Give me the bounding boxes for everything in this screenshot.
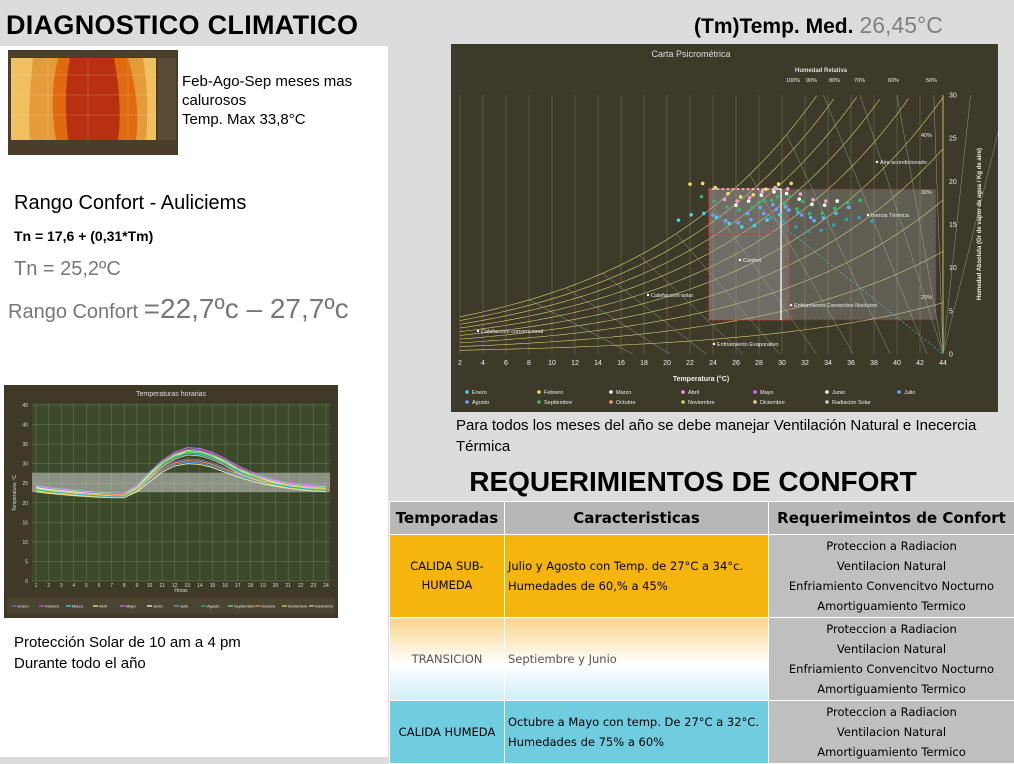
psychro-ylabel: Humedad Absoluta (Gr de vapor de agua / Kg de aire) (977, 148, 983, 300)
x-tick-label: 4 (72, 583, 75, 589)
month-data-point (797, 197, 801, 201)
x-tick-label: 20 (273, 583, 279, 589)
month-data-point (808, 212, 812, 216)
legend-label: Noviembre (688, 400, 715, 406)
monthly-temperature-heatmap (8, 50, 178, 155)
month-data-point (835, 199, 839, 203)
zone-label: Inercia Térmica (871, 213, 910, 219)
char-line: Septiembre y Junio (508, 649, 767, 669)
requirements-cell (769, 618, 1014, 701)
req-line: Proteccion a Radiacion (770, 619, 1013, 639)
table-header-row (390, 502, 1014, 535)
month-data-point (725, 205, 729, 209)
month-data-point (857, 216, 861, 220)
table-row (390, 701, 1014, 764)
char-line: Humedades de 75% a 60% (508, 732, 767, 752)
comfort-range-value: =22,7ºc – 27,7ºc (144, 293, 349, 324)
x-tick-label: 21 (285, 583, 291, 589)
x-tick-label: 6 (98, 583, 101, 589)
month-data-point (833, 207, 837, 211)
month-data-point (783, 201, 787, 205)
month-data-point (702, 212, 706, 216)
month-data-point (739, 195, 743, 199)
hourly-ylabel: Temperatura, ºC (12, 474, 18, 511)
x-tick-label: 14 (594, 360, 602, 367)
legend-label: Abril (99, 604, 107, 609)
x-tick-label: 24 (323, 583, 329, 589)
x-tick-label: 6 (504, 360, 508, 367)
hourly-xlabel: Horas (174, 588, 188, 594)
header-caracteristicas: Caracteristicas (505, 502, 769, 535)
mean-temperature (694, 12, 943, 39)
psychro-xlabel: Temperatura (°C) (673, 375, 729, 383)
month-data-point (735, 199, 739, 203)
char-line: Julio y Agosto con Temp. de 27°C a 34°c. (508, 556, 767, 576)
hourly-temperature-chart (4, 385, 338, 618)
month-data-point (809, 216, 813, 220)
month-data-point (750, 205, 754, 209)
month-data-point (846, 201, 850, 205)
x-tick-label: 28 (755, 360, 763, 367)
y-tick-label: 45 (22, 403, 28, 409)
legend-label: Septiembre (234, 604, 255, 609)
month-data-point (753, 224, 757, 228)
legend-label: Agosto (472, 400, 489, 406)
month-data-point (819, 228, 823, 232)
x-tick-label: 44 (939, 360, 947, 367)
month-data-point (794, 225, 798, 229)
y-tick-label: 0 (949, 352, 953, 359)
requirements-cell (769, 535, 1014, 618)
month-data-point (761, 190, 765, 194)
table-row (390, 618, 1014, 701)
rh-label: 50% (926, 78, 937, 84)
req-line: Amortiguamiento Termico (770, 742, 1013, 762)
month-data-point (774, 208, 778, 212)
solar-note-line1: Protección Solar de 10 am a 4 pm (14, 632, 241, 653)
month-data-point (781, 219, 785, 223)
legend-label: Octubre (616, 400, 636, 406)
month-data-point (796, 211, 800, 215)
x-tick-label: 18 (248, 583, 254, 589)
month-data-point (784, 205, 788, 209)
legend-swatch (825, 390, 829, 394)
x-tick-label: 13 (185, 583, 191, 589)
psychro-note: Para todos los meses del año se debe manejar Ventilación Natural e Inecercia Térmica (456, 415, 996, 457)
zone-label: Enfriamiento Evaporativo (717, 342, 778, 348)
y-tick-label: 15 (22, 520, 28, 526)
rh-label: 40% (921, 133, 932, 139)
legend-label: Mayo (126, 604, 137, 609)
month-data-point (870, 219, 874, 223)
req-line: Amortiguamiento Termico (770, 596, 1013, 616)
legend-swatch (609, 390, 613, 394)
rh-label: 100% (786, 78, 800, 84)
month-data-point (772, 190, 776, 194)
month-data-point (845, 218, 849, 222)
req-line: Ventilacion Natural (770, 556, 1013, 576)
month-data-point (738, 208, 742, 212)
legend-swatch (681, 400, 685, 404)
zone-label: Calefacción convencional (481, 329, 543, 335)
req-line: Proteccion a Radiacion (770, 702, 1013, 722)
x-tick-label: 15 (210, 583, 216, 589)
mean-temp-value: 26,45°C (859, 12, 942, 38)
psychrometric-chart (451, 44, 998, 412)
x-tick-label: 22 (298, 583, 304, 589)
y-tick-label: 30 (949, 93, 957, 100)
x-tick-label: 10 (147, 583, 153, 589)
x-tick-label: 16 (222, 583, 228, 589)
rh-label: 20% (921, 295, 932, 301)
month-data-point (748, 196, 752, 200)
zone-label: Calefacción solar (651, 293, 693, 299)
y-tick-label: 5 (949, 308, 953, 315)
header-requerimientos: Requerimeintos de Confort (769, 502, 1014, 535)
month-data-point (824, 199, 828, 203)
month-data-point (834, 212, 838, 216)
y-tick-label: 20 (22, 501, 28, 507)
legend-label: Junio (832, 390, 845, 396)
month-data-point (734, 203, 738, 207)
req-line: Amortiguamiento Termico (770, 679, 1013, 699)
x-tick-label: 3 (60, 583, 63, 589)
month-data-point (786, 187, 790, 191)
neutral-temp-value: Tn = 25,2ºC (14, 258, 121, 281)
req-line: Ventilacion Natural (770, 639, 1013, 659)
x-tick-label: 2 (458, 360, 462, 367)
month-data-point (711, 213, 715, 217)
table-row (390, 535, 1014, 618)
month-data-point (714, 186, 718, 190)
x-tick-label: 10 (548, 360, 556, 367)
month-data-point (724, 219, 728, 223)
month-data-point (847, 206, 851, 210)
legend-label: Agosto (207, 604, 220, 609)
month-data-point (762, 212, 766, 216)
req-line: Enfriamiento Convencitvo Nocturno (770, 576, 1013, 596)
y-tick-label: 25 (949, 136, 957, 143)
month-data-point (807, 229, 811, 233)
comfort-range (8, 293, 349, 325)
x-tick-label: 4 (481, 360, 485, 367)
x-tick-label: 36 (847, 360, 855, 367)
x-tick-label: 16 (617, 360, 625, 367)
y-tick-label: 40 (22, 423, 28, 429)
legend-label: Febrero (45, 604, 60, 609)
req-line: Ventilacion Natural (770, 722, 1013, 742)
legend-swatch (753, 390, 757, 394)
y-tick-label: 10 (949, 265, 957, 272)
month-data-point (795, 207, 799, 211)
x-tick-label: 22 (686, 360, 694, 367)
legend-label: Mayo (760, 390, 773, 396)
x-tick-label: 42 (916, 360, 924, 367)
x-tick-label: 38 (870, 360, 878, 367)
month-data-point (822, 216, 826, 220)
zone-label: Aire acondicionado (880, 160, 927, 166)
rh-label: 60% (888, 78, 899, 84)
zone-label: Confort (743, 258, 762, 264)
y-tick-label: 30 (22, 462, 28, 468)
month-data-point (777, 182, 781, 186)
characteristics-cell (505, 618, 769, 701)
month-data-point (758, 206, 762, 210)
header-temporadas: Temporadas (390, 502, 505, 535)
x-tick-label: 7 (110, 583, 113, 589)
heatmap-tmax: Temp. Max 33,8°C (182, 110, 382, 129)
legend-label: Julio (904, 390, 915, 396)
month-data-point (760, 193, 764, 197)
month-data-point (749, 218, 753, 222)
legend-label: Julio (180, 604, 189, 609)
y-tick-label: 5 (25, 559, 28, 565)
x-tick-label: 40 (893, 360, 901, 367)
legend-swatch (465, 390, 469, 394)
month-data-point (799, 192, 803, 196)
legend-label: Radiación Solar (832, 400, 871, 406)
x-tick-label: 14 (197, 583, 203, 589)
legend-label: Noviembre (288, 604, 308, 609)
rh-label: 30% (921, 190, 932, 196)
x-tick-label: 17 (235, 583, 241, 589)
season-cell: CALIDA SUB-HUMEDA (390, 535, 505, 618)
req-line: Proteccion a Radiacion (770, 536, 1013, 556)
x-tick-label: 5 (85, 583, 88, 589)
heatmap-caption: Feb-Ago-Sep meses mas calurosos (182, 72, 382, 110)
x-tick-label: 12 (571, 360, 579, 367)
legend-label: Diciembre (315, 604, 334, 609)
legend-label: Enero (472, 390, 487, 396)
hourly-chart-title: Temperaturas horarias (136, 391, 207, 398)
month-data-point (700, 195, 704, 199)
month-data-point (727, 221, 731, 225)
legend-label: Octubre (261, 604, 276, 609)
month-data-point (785, 192, 789, 196)
x-tick-label: 34 (824, 360, 832, 367)
month-data-point (788, 195, 792, 199)
month-data-point (776, 195, 780, 199)
rh-label: 70% (854, 78, 865, 84)
neutral-temp-formula: Tn = 17,6 + (0,31*Tm) (14, 228, 153, 244)
x-tick-label: 12 (172, 583, 178, 589)
month-data-point (812, 219, 816, 223)
legend-swatch (609, 400, 613, 404)
month-data-point (770, 199, 774, 203)
legend-label: Marzo (72, 604, 84, 609)
requirements-table (389, 501, 1014, 757)
month-data-point (763, 200, 767, 204)
mean-temp-label: (Tm)Temp. Med. (694, 15, 853, 38)
season-cell: TRANSICION (390, 618, 505, 701)
x-tick-label: 20 (663, 360, 671, 367)
y-tick-label: 25 (22, 481, 28, 487)
legend-swatch (897, 390, 901, 394)
month-data-point (726, 192, 730, 196)
month-data-point (715, 215, 719, 219)
y-tick-label: 10 (22, 540, 28, 546)
month-data-point (701, 182, 705, 186)
legend-swatch (681, 390, 685, 394)
month-data-point (811, 198, 815, 202)
x-tick-label: 9 (135, 583, 138, 589)
comfort-range-title: Rango Confort - Auliciems (14, 192, 246, 215)
legend-swatch (465, 400, 469, 404)
char-line: Octubre a Mayo con temp. De 27°C a 32°C. (508, 712, 767, 732)
month-data-point (778, 213, 782, 217)
comfort-range-label: Rango Confort (8, 301, 138, 323)
month-data-point (801, 200, 805, 204)
x-tick-label: 19 (260, 583, 266, 589)
month-data-point (800, 213, 804, 217)
month-data-point (773, 186, 777, 190)
x-tick-label: 8 (527, 360, 531, 367)
x-tick-label: 2 (47, 583, 50, 589)
month-data-point (764, 187, 768, 191)
characteristics-cell (505, 535, 769, 618)
x-tick-label: 32 (801, 360, 809, 367)
legend-label: Junio (153, 604, 163, 609)
legend-swatch (537, 400, 541, 404)
solar-note-line2: Durante todo el año (14, 653, 241, 674)
requirements-cell (769, 701, 1014, 764)
zone-label: Enfriamiento Convectivo Nocturno (794, 303, 877, 309)
x-tick-label: 1 (35, 583, 38, 589)
month-data-point (712, 199, 716, 203)
month-data-point (746, 212, 750, 216)
month-data-point (677, 218, 681, 222)
solar-protection-note (14, 632, 241, 674)
month-data-point (832, 223, 836, 227)
x-tick-label: 18 (640, 360, 648, 367)
month-data-point (787, 208, 791, 212)
requirements-title: REQUERIMIENTOS DE CONFORT (390, 466, 996, 498)
month-data-point (820, 211, 824, 215)
x-tick-label: 23 (311, 583, 317, 589)
legend-label: Marzo (616, 390, 631, 396)
heatmap-note (182, 72, 382, 129)
page-title: DIAGNOSTICO CLIMATICO (6, 10, 358, 41)
month-data-point (737, 221, 741, 225)
month-data-point (823, 203, 827, 207)
x-tick-label: 24 (709, 360, 717, 367)
month-data-point (747, 199, 751, 203)
legend-label: Enero (18, 604, 29, 609)
y-tick-label: 0 (25, 579, 28, 585)
legend-label: Septiembre (544, 400, 572, 406)
season-cell: CALIDA HUMEDA (390, 701, 505, 764)
month-data-point (769, 216, 773, 220)
psychro-rh-title: Humedad Relativa (795, 68, 848, 74)
month-data-point (765, 218, 769, 222)
req-line: Enfriamiento Convencitvo Nocturno (770, 659, 1013, 679)
legend-swatch (537, 390, 541, 394)
legend-label: Abril (688, 390, 699, 396)
y-tick-label: 35 (22, 442, 28, 448)
rh-label: 80% (829, 78, 840, 84)
month-data-point (723, 198, 727, 202)
month-data-point (751, 193, 755, 197)
x-tick-label: 8 (123, 583, 126, 589)
characteristics-cell (505, 701, 769, 764)
month-data-point (771, 203, 775, 207)
x-tick-label: 30 (778, 360, 786, 367)
y-tick-label: 20 (949, 179, 957, 186)
month-data-point (757, 201, 761, 205)
x-tick-label: 26 (732, 360, 740, 367)
psychro-title: Carta Psicrométrica (651, 49, 730, 59)
month-data-point (688, 182, 692, 186)
char-line: Humedades de 60,% a 45% (508, 576, 767, 596)
legend-swatch (825, 400, 829, 404)
month-data-point (810, 203, 814, 207)
month-data-point (858, 199, 862, 203)
month-data-point (740, 225, 744, 229)
month-data-point (689, 213, 693, 217)
y-tick-label: 15 (949, 222, 957, 229)
x-tick-label: 11 (159, 583, 164, 589)
legend-label: Diciembre (760, 400, 785, 406)
legend-swatch (753, 400, 757, 404)
month-data-point (789, 182, 793, 186)
legend-label: Febrero (544, 390, 563, 396)
rh-label: 90% (806, 78, 817, 84)
